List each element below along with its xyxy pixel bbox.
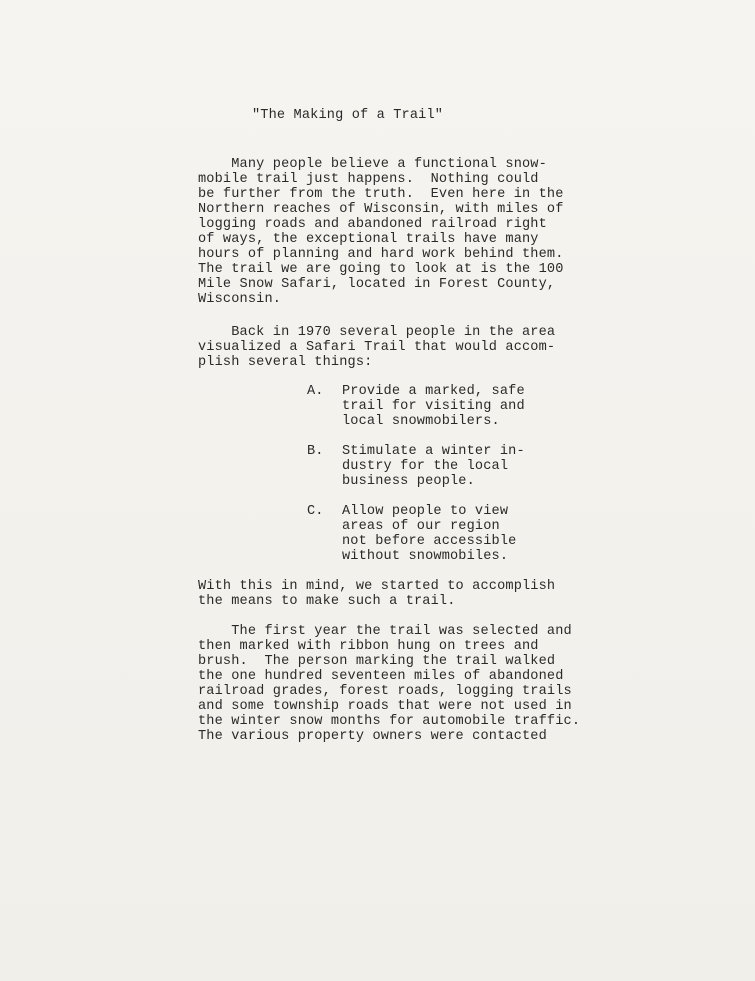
list-item-line: without snowmobiles.	[342, 549, 509, 564]
list-item-letter-c: C.	[307, 504, 324, 519]
text-line: of ways, the exceptional trails have many	[198, 232, 539, 247]
text-line: mobile trail just happens. Nothing could	[198, 172, 539, 187]
text-line: Wisconsin.	[198, 292, 282, 307]
text-line: The first year the trail was selected and	[198, 624, 572, 639]
text-line: Back in 1970 several people in the area	[198, 325, 556, 340]
text-line: be further from the truth. Even here in the	[198, 187, 564, 202]
list-item-letter-b: B.	[307, 444, 324, 459]
text-line: railroad grades, forest roads, logging trails	[198, 684, 572, 699]
paragraph-first-year	[198, 624, 580, 744]
document-title: "The Making of a Trail"	[252, 108, 444, 123]
text-line: logging roads and abandoned railroad right	[198, 217, 547, 232]
text-line: and some township roads that were not used in	[198, 699, 572, 714]
text-line: plish several things:	[198, 355, 373, 370]
text-line: Northern reaches of Wisconsin, with miles of	[198, 202, 564, 217]
text-line: the winter snow months for automobile traffic.	[198, 714, 581, 729]
list-item-line: areas of our region	[342, 519, 500, 534]
text-line: the means to make such a trail.	[198, 594, 456, 609]
list-item-c	[342, 504, 516, 564]
paragraph-back-in-1970	[198, 325, 555, 370]
text-line: visualized a Safari Trail that would accom-	[198, 340, 556, 355]
list-item-letter-a: A.	[307, 384, 324, 399]
list-item-line: dustry for the local	[342, 459, 509, 474]
list-item-line: Allow people to view	[342, 504, 509, 519]
text-line: Many people believe a functional snow-	[198, 157, 547, 172]
list-item-b	[342, 444, 525, 489]
list-item-a	[342, 384, 525, 429]
paragraph-with-this-in-mind	[198, 579, 555, 609]
text-line: the one hundred seventeen miles of abandoned	[198, 669, 564, 684]
list-item-line: not before accessible	[342, 534, 517, 549]
text-line: The trail we are going to look at is the 100	[198, 262, 564, 277]
list-item-line: trail for visiting and	[342, 399, 525, 414]
list-item-line: Stimulate a winter in-	[342, 444, 525, 459]
text-line: The various property owners were contacted	[198, 729, 547, 744]
paragraph-intro	[198, 157, 564, 307]
text-line: brush. The person marking the trail walked	[198, 654, 556, 669]
list-item-line: local snowmobilers.	[342, 414, 500, 429]
text-line: then marked with ribbon hung on trees and	[198, 639, 539, 654]
list-item-line: business people.	[342, 474, 475, 489]
text-line: hours of planning and hard work behind them.	[198, 247, 564, 262]
text-line: With this in mind, we started to accomplish	[198, 579, 556, 594]
list-item-line: Provide a marked, safe	[342, 384, 525, 399]
text-line: Mile Snow Safari, located in Forest County,	[198, 277, 556, 292]
